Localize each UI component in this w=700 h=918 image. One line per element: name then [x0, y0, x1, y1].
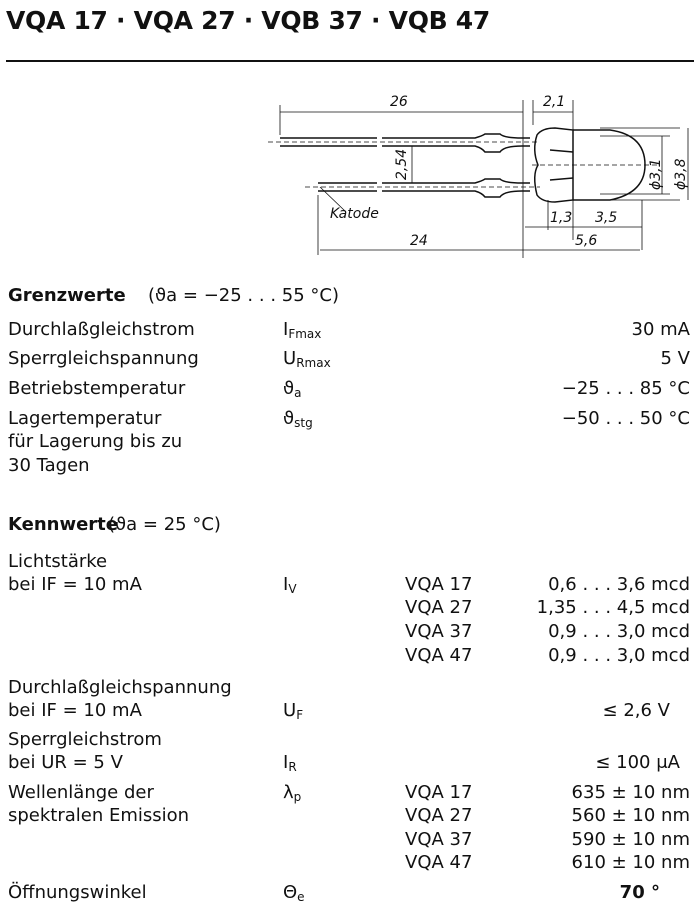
model: VQA 17 — [405, 574, 473, 595]
limit-symbol: $U_{Rmax}$ — [283, 348, 331, 370]
limit-value: −25 . . . 85 °C — [561, 378, 690, 399]
limit-label: Betriebstemperatur — [8, 378, 186, 399]
angle-label: Öffnungswinkel — [8, 882, 147, 903]
forward-voltage-condition: bei IF = 10 mA — [8, 700, 142, 721]
characteristics-condition: (ϑa = 25 °C) — [108, 514, 221, 535]
limits-condition: (ϑa = −25 . . . 55 °C) — [148, 285, 339, 306]
characteristics-heading: Kennwerte — [8, 514, 118, 535]
model: VQA 47 — [405, 852, 473, 873]
dim-pitch: 2,54 — [394, 148, 410, 180]
model: VQA 17 — [405, 782, 473, 803]
page-title: VQA 17 · VQA 27 · VQB 37 · VQB 47 — [6, 6, 490, 35]
dim-dome: 3,5 — [595, 210, 618, 226]
limit-label-line2: für Lagerung bis zu — [8, 431, 183, 452]
limit-value: 5 V — [660, 348, 690, 369]
wavelength-symbol: $\lambda_p$ — [283, 782, 302, 804]
limit-value: −50 . . . 50 °C — [561, 408, 690, 429]
value: 0,9 . . . 3,0 mcd — [548, 645, 690, 666]
value: 1,35 . . . 4,5 mcd — [536, 597, 690, 618]
model: VQA 27 — [405, 805, 473, 826]
forward-voltage-symbol: $U_F$ — [283, 700, 304, 722]
dim-flange: 2,1 — [543, 94, 566, 110]
luminous-symbol: $I_V$ — [283, 574, 297, 596]
cathode-label: Katode — [330, 206, 379, 222]
title-rule — [6, 60, 694, 62]
reverse-current-symbol: $I_R$ — [283, 752, 297, 774]
limit-value: 30 mA — [631, 319, 690, 340]
reverse-current-label: Sperrgleichstrom — [8, 729, 162, 750]
luminous-label: Lichtstärke — [8, 551, 108, 572]
angle-value: 70 ° — [619, 882, 660, 903]
model: VQA 27 — [405, 597, 473, 618]
limits-heading: Grenzwerte — [8, 285, 126, 306]
value: 560 ± 10 nm — [571, 805, 690, 826]
limit-symbol: $ϑ_{stg}$ — [283, 408, 313, 430]
value: 0,6 . . . 3,6 mcd — [548, 574, 690, 595]
model: VQA 37 — [405, 829, 473, 850]
limit-label: Sperrgleichspannung — [8, 348, 199, 369]
limit-label-line3: 30 Tagen — [8, 455, 90, 476]
reverse-current-condition: bei UR = 5 V — [8, 752, 123, 773]
value: 635 ± 10 nm — [571, 782, 690, 803]
limit-symbol: $I_{Fmax}$ — [283, 319, 322, 341]
model: VQA 47 — [405, 645, 473, 666]
forward-voltage-label: Durchlaßgleichspannung — [8, 677, 232, 698]
forward-voltage-value: ≤ 2,6 V — [602, 700, 670, 721]
dim-base: 1,3 — [550, 210, 573, 226]
dim-body: 5,6 — [575, 233, 598, 249]
limit-label: Lagertemperatur — [8, 408, 162, 429]
dim-outer-diameter: ϕ3,8 — [673, 158, 689, 190]
value: 0,9 . . . 3,0 mcd — [548, 621, 690, 642]
limit-symbol: $ϑ_a$ — [283, 378, 302, 400]
led-dimension-drawing — [260, 80, 700, 260]
model: VQA 37 — [405, 621, 473, 642]
reverse-current-value: ≤ 100 μA — [595, 752, 680, 773]
wavelength-label-line2: spektralen Emission — [8, 805, 190, 826]
dim-lead-short: 24 — [410, 233, 428, 249]
value: 610 ± 10 nm — [571, 852, 690, 873]
luminous-condition: bei IF = 10 mA — [8, 574, 142, 595]
dim-total-lead: 26 — [390, 94, 408, 110]
value: 590 ± 10 nm — [571, 829, 690, 850]
angle-symbol: $\Theta_e$ — [283, 882, 305, 904]
wavelength-label: Wellenlänge der — [8, 782, 154, 803]
dim-inner-diameter: ϕ3,1 — [648, 158, 664, 190]
limit-label: Durchlaßgleichstrom — [8, 319, 195, 340]
